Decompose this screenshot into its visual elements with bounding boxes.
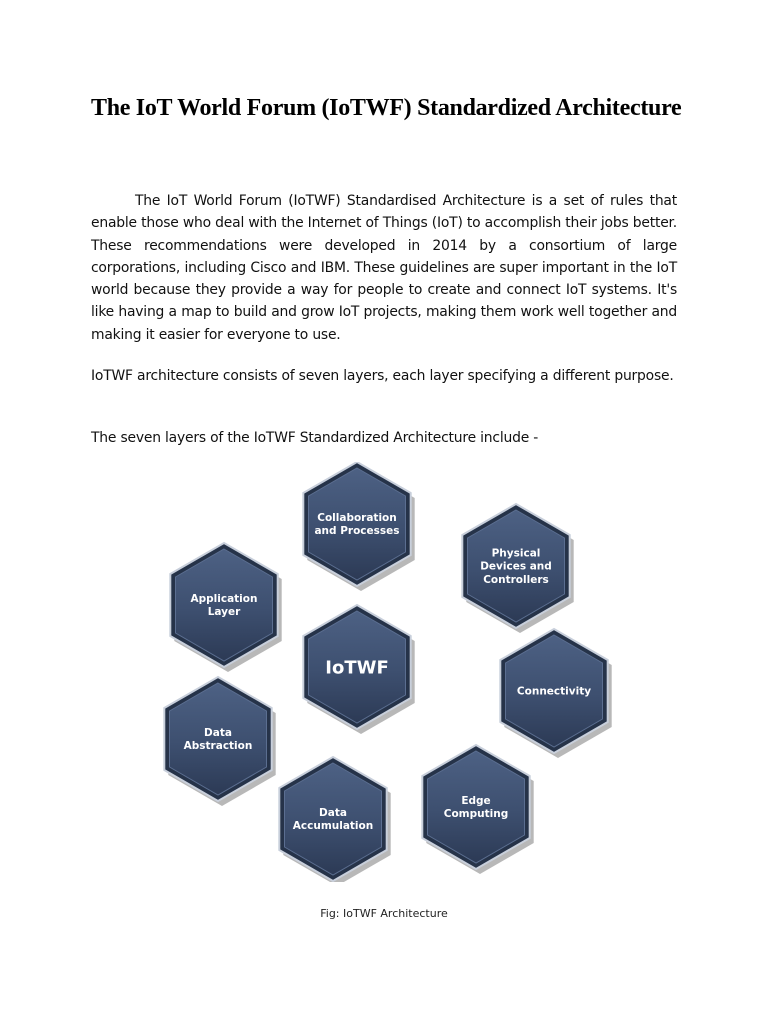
hexagon-label: Application <box>190 593 258 606</box>
hexagon-label: Accumulation <box>292 820 374 833</box>
hexagon-label: Abstraction <box>183 740 253 753</box>
hexagon-label: Collaboration <box>317 512 397 525</box>
hexagon-label: Data <box>204 727 232 740</box>
iotwf-architecture-diagram <box>150 462 620 882</box>
layers-summary-paragraph: IoTWF architecture consists of seven layers, each layer specifying a different purpose. <box>91 368 674 384</box>
hexagon-label: Controllers <box>483 573 549 586</box>
layers-intro-paragraph: The seven layers of the IoTWF Standardized Architecture include - <box>91 430 539 446</box>
intro-paragraph: The IoT World Forum (IoTWF) Standardised Architecture is a set of rules that enable those who deal with the Internet of Things (IoT) to accomplish their jobs better. These recommendations were developed in 2014 by a consortium of large corporations, including Cisco and IBM. These guidelines are super important in the IoT world because they provide a way for people to create and connect IoT systems. It's like having a map to build and grow IoT projects, making them work well together and making it easier for everyone to use. <box>91 193 677 343</box>
hexagon-label: Layer <box>207 606 241 619</box>
hexagon-label: and Processes <box>314 525 400 538</box>
page-title: The IoT World Forum (IoTWF) Standardized Architecture <box>91 95 682 121</box>
figure-caption: Fig: IoTWF Architecture <box>320 907 448 920</box>
hexagon-label: Data <box>319 807 347 820</box>
hexagon-label: Computing <box>443 808 509 821</box>
hexagon-label: Connectivity <box>516 685 592 698</box>
hexagon-label: Devices and <box>480 560 552 573</box>
hexagon-label: IoTWF <box>325 657 389 679</box>
hexagon-label: Edge <box>461 795 491 808</box>
hexagon-label: Physical <box>491 547 541 560</box>
